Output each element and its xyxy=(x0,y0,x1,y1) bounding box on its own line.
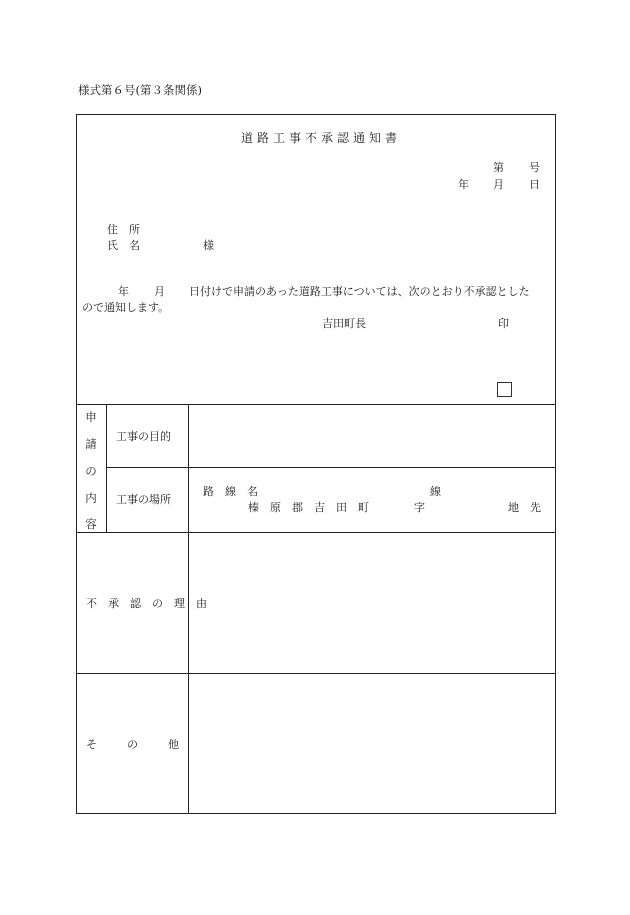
district-label: 榛 原 郡 吉 田 町 xyxy=(248,501,369,514)
other-char-1: そ xyxy=(86,738,97,751)
other-char-3: 他 xyxy=(168,738,179,751)
honorific-sama: 様 xyxy=(203,239,214,252)
address-label: 住 所 xyxy=(107,223,140,236)
date-day: 日 xyxy=(529,178,540,191)
seal-mark: 印 xyxy=(498,317,509,330)
form-number-label: 様式第６号(第３条関係) xyxy=(78,83,202,97)
seal-checkbox xyxy=(497,382,512,397)
other-char-2: の xyxy=(127,738,138,751)
body-text-line2: ので通知します。 xyxy=(82,301,170,314)
number-go: 号 xyxy=(529,161,540,174)
route-name-label: 路 線 名 xyxy=(203,485,258,498)
aza-label: 字 xyxy=(414,501,425,514)
name-label: 氏 名 xyxy=(107,239,140,252)
date-year: 年 xyxy=(458,178,469,191)
application-char-2: 請 xyxy=(85,437,97,451)
date-month: 月 xyxy=(493,178,504,191)
route-suffix: 線 xyxy=(430,485,441,498)
document-title: 道路工事不承認通知書 xyxy=(241,131,402,145)
application-char-5: 容 xyxy=(85,517,97,531)
divider-application-bottom xyxy=(76,532,556,533)
body-year: 年 xyxy=(118,285,129,298)
body-month: 月 xyxy=(154,285,165,298)
purpose-label: 工事の目的 xyxy=(116,430,171,443)
divider-vertical-label-col xyxy=(106,404,107,532)
application-char-4: 内 xyxy=(85,491,97,505)
application-char-3: の xyxy=(85,464,97,478)
location-label: 工事の場所 xyxy=(116,493,171,506)
issuer-name: 吉田町長 xyxy=(322,317,366,330)
form-frame xyxy=(76,114,556,814)
divider-header-bottom xyxy=(76,404,556,405)
divider-purpose-bottom xyxy=(106,467,556,468)
number-dai: 第 xyxy=(493,161,504,174)
chisaki-label: 地 先 xyxy=(508,501,541,514)
reason-label: 不 承 認 の 理 由 xyxy=(86,597,207,610)
divider-reason-bottom xyxy=(76,673,556,674)
application-char-1: 申 xyxy=(85,410,97,424)
body-text-line1: 日付けで申請のあった道路工事については、次のとおり不承認とした xyxy=(189,285,530,298)
